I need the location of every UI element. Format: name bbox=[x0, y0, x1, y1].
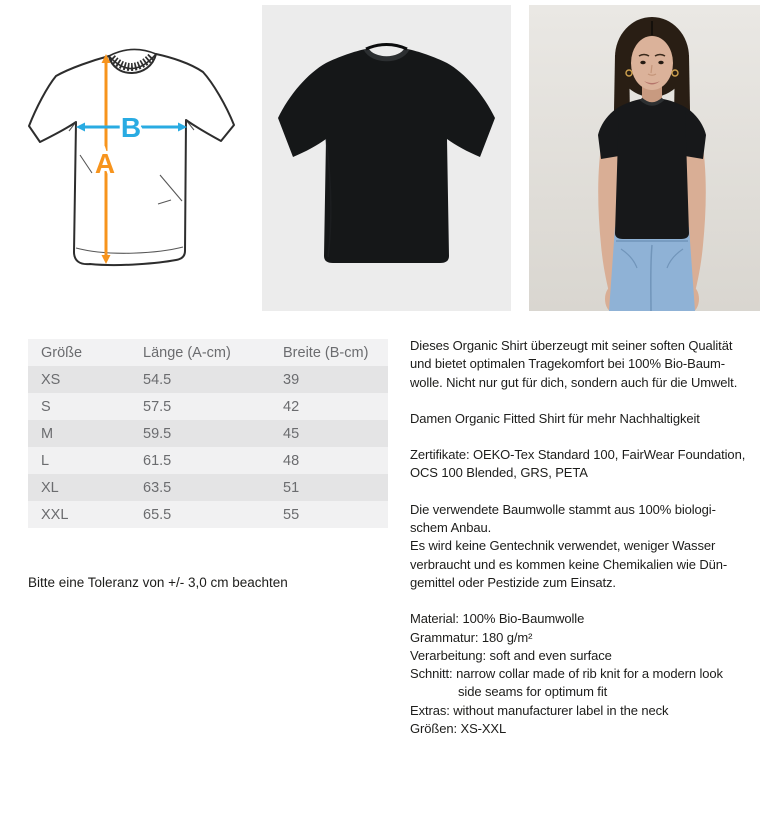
black-tshirt-flat bbox=[262, 5, 511, 311]
size-table-header-row bbox=[28, 339, 388, 366]
table-row-l bbox=[28, 447, 388, 474]
width-cell: 45 bbox=[283, 425, 300, 442]
spec-grammatur: Grammatur: 180 g/m² bbox=[410, 629, 533, 645]
width-cell: 48 bbox=[283, 452, 300, 469]
length-cell: 65.5 bbox=[143, 506, 172, 523]
model-photo[interactable] bbox=[529, 5, 760, 311]
size-cell: L bbox=[41, 452, 50, 469]
width-cell: 51 bbox=[283, 479, 300, 496]
collar-rib bbox=[112, 56, 152, 67]
width-cell: 55 bbox=[283, 506, 300, 523]
spec-schnitt: Schnitt: narrow collar made of rib knit for a modern look bbox=[410, 666, 723, 682]
tshirt-outline bbox=[29, 54, 234, 265]
length-cell: 54.5 bbox=[143, 371, 172, 388]
table-row-m bbox=[28, 420, 388, 447]
jeans bbox=[609, 227, 695, 311]
table-row-xs bbox=[28, 366, 388, 393]
width-cell: 42 bbox=[283, 398, 300, 415]
product-description bbox=[410, 337, 758, 738]
size-cell: XS bbox=[41, 371, 61, 388]
tshirt-measure-drawing bbox=[10, 5, 253, 311]
label-a: A bbox=[94, 148, 116, 179]
label-b: B bbox=[120, 112, 142, 143]
length-cell: 57.5 bbox=[143, 398, 172, 415]
header-laenge: Länge (A-cm) bbox=[143, 344, 231, 361]
size-cell: XXL bbox=[41, 506, 69, 523]
size-cell: XL bbox=[41, 479, 59, 496]
spec-verarbeitung: Verarbeitung: soft and even surface bbox=[410, 647, 612, 663]
tolerance-note: Bitte eine Toleranz von +/- 3,0 cm beachten bbox=[28, 575, 288, 590]
spec-groessen: Größen: XS-XXL bbox=[410, 721, 507, 737]
header-groesse: Größe bbox=[41, 344, 83, 361]
header-breite: Breite (B-cm) bbox=[283, 344, 369, 361]
cotton-paragraph: Die verwendete Baumwolle stammt aus 100% biologi- schem Anbau. Es wird keine Gentechnik verwendet, weniger Wasser verbraucht und es kommen keine Chemikalien wie Dün- gemittel oder Pestizide zum Einsatz. bbox=[410, 501, 728, 590]
width-cell: 39 bbox=[283, 371, 300, 388]
product-flat-image[interactable] bbox=[262, 5, 511, 311]
table-row-xxl bbox=[28, 501, 388, 528]
certificates-paragraph: Zertifikate: OEKO-Tex Standard 100, FairWear Foundation, OCS 100 Blended, GRS, PETA bbox=[410, 447, 746, 481]
table-row-s bbox=[28, 393, 388, 420]
spec-schnitt-2: side seams for optimum fit bbox=[458, 684, 608, 700]
length-cell: 61.5 bbox=[143, 452, 172, 469]
intro-paragraph: Dieses Organic Shirt überzeugt mit seiner soften Qualität und bietet optimalen Tragekomfort bei 100% Bio-Baum- wolle. Nicht nur gut für dich, sondern auch für die Umwelt. bbox=[410, 338, 738, 390]
table-row-xl bbox=[28, 474, 388, 501]
length-cell: 63.5 bbox=[143, 479, 172, 496]
model-illustration bbox=[529, 5, 760, 311]
size-cell: S bbox=[41, 398, 51, 415]
size-cell: M bbox=[41, 425, 54, 442]
size-table bbox=[28, 339, 388, 528]
specs-paragraph bbox=[410, 610, 758, 738]
fit-paragraph: Damen Organic Fitted Shirt für mehr Nachhaltigkeit bbox=[410, 410, 700, 426]
spec-material: Material: 100% Bio-Baumwolle bbox=[410, 611, 585, 627]
length-cell: 59.5 bbox=[143, 425, 172, 442]
size-diagram-image[interactable] bbox=[10, 5, 253, 311]
spec-extras: Extras: without manufacturer label in the neck bbox=[410, 702, 669, 718]
